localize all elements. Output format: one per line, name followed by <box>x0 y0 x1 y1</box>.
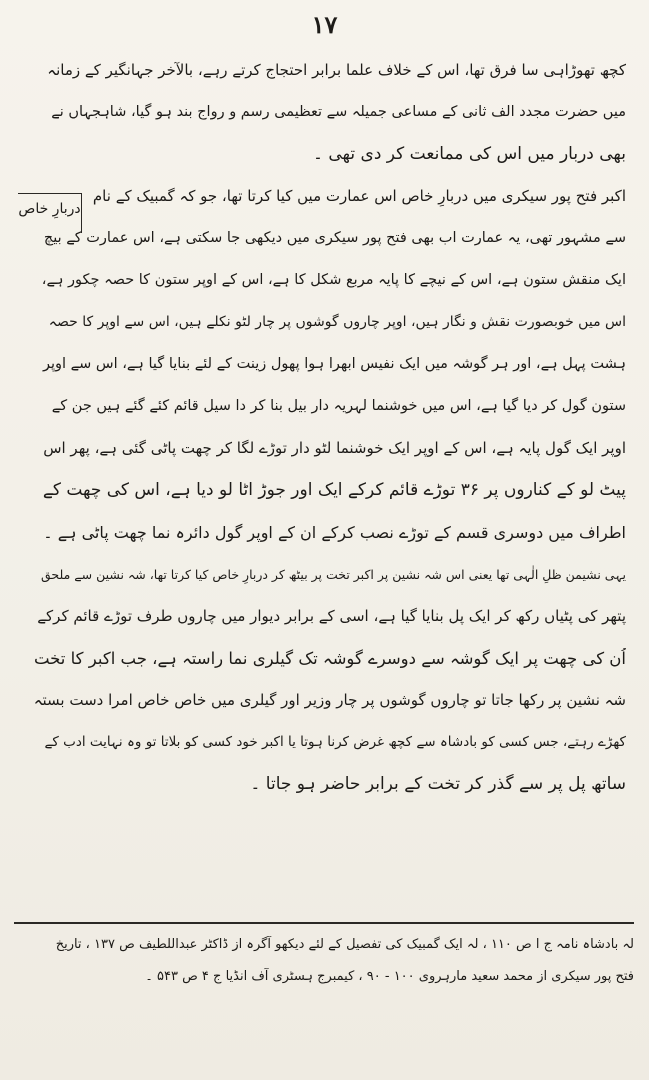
footnotes <box>34 936 634 1000</box>
text-line: میں حضرت مجدد الف ثانی کے مساعی جمیلہ سے تعظیمی رسم و رواج بند ہو گیا، شاہجہاں نے <box>51 104 626 120</box>
text-line: ستون گول کر دیا گیا ہے، اس میں خوشنما لہریہ دار بیل بنا کر دا سیل قائم کئے گئے ہیں جن کے <box>51 398 626 414</box>
footnote-line: لہ بادشاہ نامہ ج ا ص ۱۱۰ ، لہ ایک گمبیک کی تفصیل کے لئے دیکھو آگرہ از ڈاکٹر عبداللطیف ص ۱۳۷ ، تاریخ <box>55 937 634 952</box>
text-line: اکبر فتح پور سیکری میں دربارِ خاص اس عمارت میں کیا کرتا تھا، جو کہ گمبیک کے نام <box>92 187 626 205</box>
text-line: پیٹ لو کے کناروں پر ۳۶ توڑے قائم کرکے ایک اور جوڑ اٹا لو دیا ہے، اس کی چھت کے <box>42 480 626 500</box>
page-number: ۱۷ <box>311 10 338 39</box>
text-line: ایک منقش ستون ہے، اس کے نیچے کا پایہ مربع شکل کا ہے، اس کے اوپر ستون کا حصہ چکور ہے، <box>41 272 626 288</box>
text-line: اس میں خوبصورت نقش و نگار ہیں، اوپر چاروں گوشوں پر چار لٹو نکلے ہیں، اس سے اوپر کا حصہ <box>48 314 626 330</box>
text-line: پتھر کی پٹیاں رکھ کر ایک پل بنایا گیا ہے، اسی کے برابر دیوار میں چاروں طرف توڑے قائم کرکے <box>37 607 626 625</box>
footnote-divider <box>14 922 634 924</box>
body-text <box>34 60 626 816</box>
text-line: بھی دربار میں اس کی ممانعت کر دی تھی ۔ <box>313 144 626 164</box>
text-line: ساتھ پل پر سے گذر کر تخت کے برابر حاضر ہو جاتا ۔ <box>250 774 626 794</box>
text-line: اوپر ایک گول پایہ ہے، اس کے اوپر ایک خوشنما لٹو دار توڑے لگا کر چھت پاٹی گئی ہے، پھر اس <box>43 439 626 457</box>
footnote-line: فتح پور سیکری از محمد سعید مارہروی ۱۰۰ - ۹۰ ، کیمبرج ہسٹری آف انڈیا ج ۴ ص ۵۴۳ ۔ <box>145 969 634 984</box>
text-line: کچھ تھوڑاہی سا فرق تھا، اس کے خلاف علما برابر احتجاج کرتے رہے، بالآخر جہانگیر کے زمانہ <box>47 61 626 79</box>
text-line: اطراف میں دوسری قسم کے توڑے نصب کرکے ان کے اوپر گول دائرہ نما چھت پاٹی ہے ۔ <box>43 523 626 542</box>
text-line: ہشت پہل ہے، اور ہر گوشہ میں ایک نفیس ابھرا ہوا پھول زینت کے لئے بنایا گیا ہے، اس سے اوپر <box>42 356 626 372</box>
text-line: یہی نشیمن ظلِ الٰہی تھا یعنی اس شہ نشین پر اکبر تخت پر بیٹھ کر دربارِ خاص کیا کرتا تھا، شہ نشین سے ملحق <box>41 567 626 582</box>
text-line: سے مشہور تھی، یہ عمارت اب بھی فتح پور سیکری میں دیکھی جا سکتی ہے، اس عمارت کے بیچ <box>43 230 626 246</box>
text-line: شہ نشین پر رکھا جاتا تو چاروں گوشوں پر چار وزیر اور گیلری میں خاص خاص امرا دست بستہ <box>34 691 626 709</box>
text-line: کھڑے رہتے، جس کسی کو بادشاہ سے کچھ غرض کرنا ہوتا یا اکبر خود کسی کو بلاتا تو وہ نہایت ادب کے <box>44 734 626 750</box>
margin-note: دربارِ خاص <box>18 193 82 233</box>
text-line: اُن کی چھت پر ایک گوشہ سے دوسرے گوشہ تک گیلری نما راستہ ہے، جب اکبر کا تخت <box>34 649 626 668</box>
